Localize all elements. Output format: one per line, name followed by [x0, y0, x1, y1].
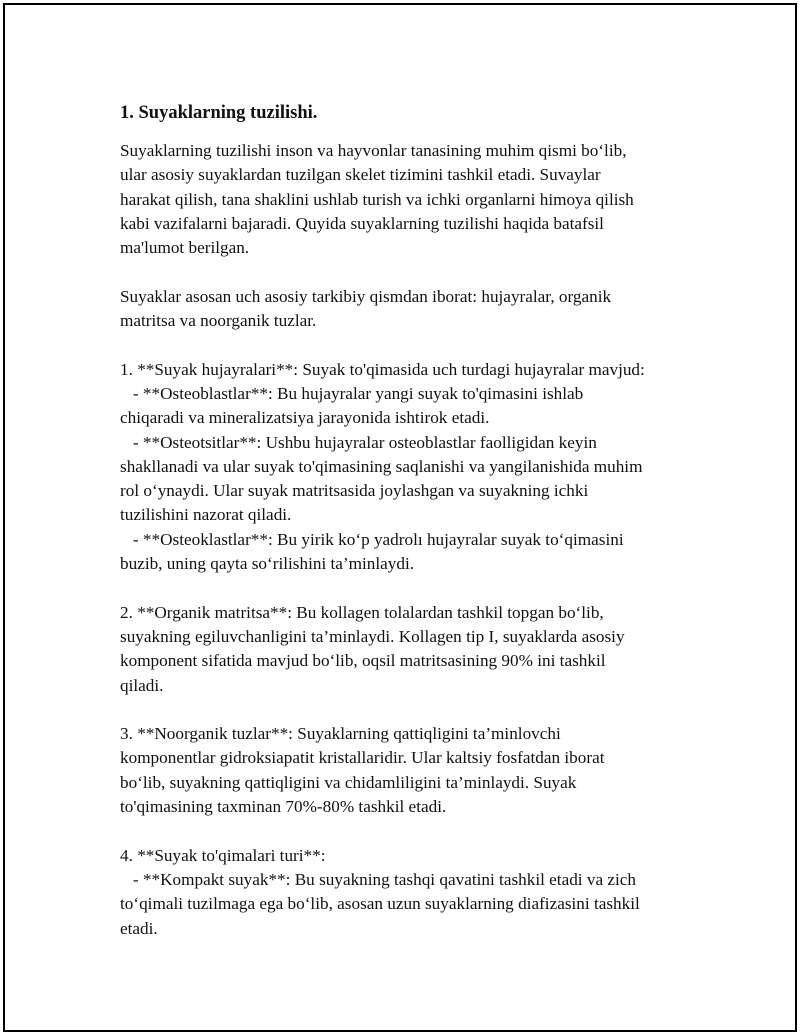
text-line: matritsa va noorganik tuzlar.	[120, 311, 317, 331]
text-line: shakllanadi va ular suyak to'qimasining saqlanishi va yangilanishida muhim	[120, 456, 643, 476]
text-line: komponentlar gidroksiapatit kristallaridir. Ular kaltsiy fosfatdan iborat	[120, 748, 605, 768]
text-line: 3. **Noorganik tuzlar**: Suyaklarning qattiqligini ta’minlovchi	[120, 724, 561, 744]
paragraph	[120, 139, 700, 260]
text-line: tuzilishini nazorat qiladi.	[120, 505, 292, 525]
document-page	[3, 3, 797, 1032]
text-line: qiladi.	[120, 675, 164, 695]
text-line: Suyaklarning tuzilishi inson va hayvonlar tanasining muhim qismi bo‘lib,	[120, 141, 627, 160]
text-line: bo‘lib, suyakning qattiqligini va chidamliligini ta’minlaydi. Suyak	[120, 772, 577, 792]
text-line: ma'lumot berilgan.	[120, 238, 250, 258]
text-line: - **Osteoblastlar**: Bu hujayralar yangi suyak to'qimasini ishlab	[120, 383, 584, 403]
paragraph	[120, 844, 700, 941]
paragraph	[120, 285, 700, 334]
text-line: - **Osteotsitlar**: Ushbu hujayralar osteoblastlar faolligidan keyin	[120, 432, 597, 452]
text-line: 1. **Suyak hujayralari**: Suyak to'qimasida uch turdagi hujayralar mavjud:	[120, 359, 645, 379]
text-line: etadi.	[120, 918, 158, 938]
text-line: ular asosiy suyaklardan tuzilgan skelet tizimini tashkil etadi. Suvaylar	[120, 165, 601, 185]
text-line: Suyaklar asosan uch asosiy tarkibiy qismdan iborat: hujayralar, organik	[120, 286, 612, 306]
text-line: kabi vazifalarni bajaradi. Quyida suyaklarning tuzilishi haqida batafsil	[120, 213, 604, 233]
text-line: - **Osteoklastlar**: Bu yirik ko‘p yadrolı hujayralar suyak to‘qimasini	[120, 529, 624, 549]
section-heading: 1. Suyaklarning tuzilishi.	[120, 103, 318, 123]
text-line: rol o‘ynaydi. Ular suyak matritsasida joylashgan va suyakning ichki	[120, 481, 589, 501]
text-line: komponent sifatida mavjud bo‘lib, oqsil matritsasining 90% ini tashkil	[120, 651, 606, 671]
paragraph	[120, 358, 700, 577]
text-line: to'qimasining taxminan 70%-80% tashkil etadi.	[120, 797, 447, 817]
document-body	[120, 101, 700, 965]
text-line: chiqaradi va mineralizatsiya jarayonida ishtirok etadi.	[120, 408, 490, 428]
text-line: - **Kompakt suyak**: Bu suyakning tashqi qavatini tashkil etadi va zich	[120, 869, 637, 889]
text-line: suyakning egiluvchanligini ta’minlaydi. Kollagen tip I, suyaklarda asosiy	[120, 626, 625, 646]
text-line: buzib, uning qayta so‘rilishini ta’minlaydi.	[120, 554, 415, 574]
text-line: 2. **Organik matritsa**: Bu kollagen tolalardan tashkil topgan bo‘lib,	[120, 602, 604, 622]
text-line: 4. **Suyak to'qimalari turi**:	[120, 845, 326, 865]
paragraph-container	[120, 139, 700, 941]
paragraph	[120, 601, 700, 698]
text-line: to‘qimali tuzilmaga ega bo‘lib, asosan uzun suyaklarning diafizasini tashkil	[120, 894, 640, 914]
text-line: harakat qilish, tana shaklini ushlab turish va ichki organlarni himoya qilish	[120, 189, 634, 209]
paragraph	[120, 722, 700, 819]
